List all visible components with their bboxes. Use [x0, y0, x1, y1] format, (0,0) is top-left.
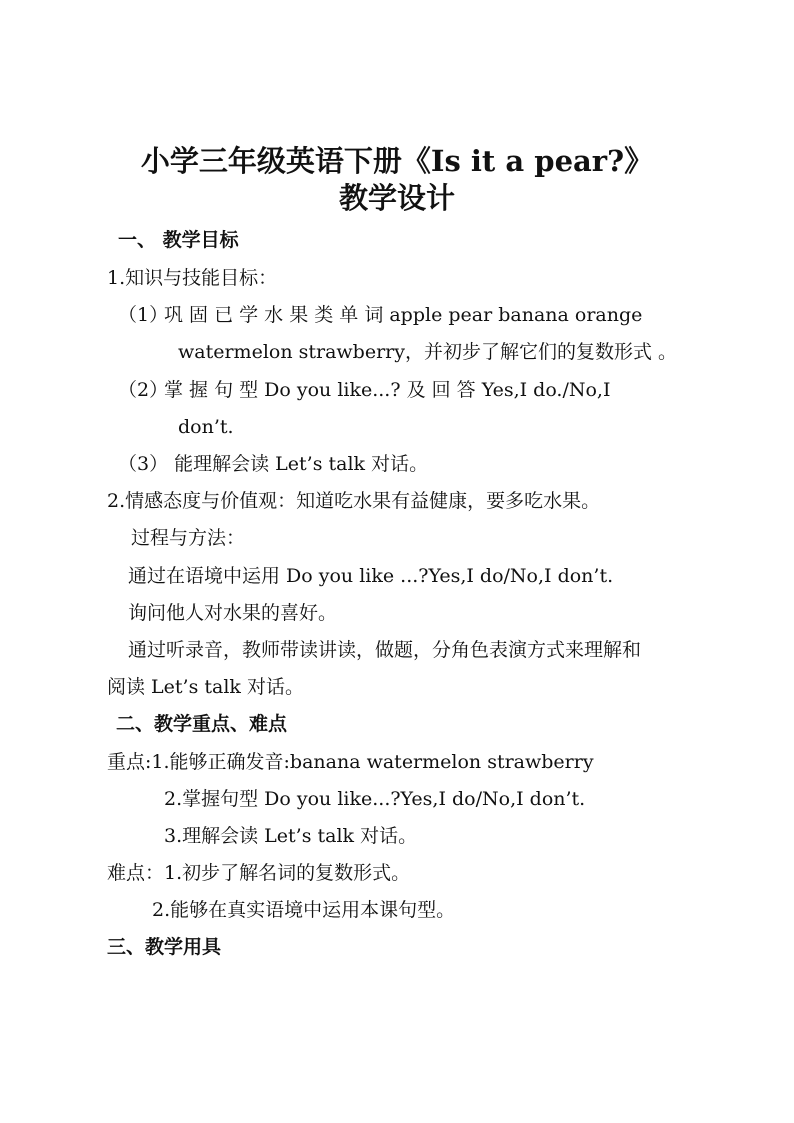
key-point-2: 2.掌握句型 Do you like...?Yes,I do/No,I don’t.: [164, 788, 586, 810]
process-method-heading: 过程与方法：: [131, 527, 246, 549]
goal-sub2-label: （2）: [118, 379, 169, 401]
document-title-line-1: 小学三年级英语下册《Is it a pear?》: [140, 144, 654, 178]
goal-knowledge-skills: 1.知识与技能目标：: [107, 267, 278, 289]
goal-sub2-line1: 掌 握 句 型 Do you like...? 及 回 答 Yes,I do./No,I: [164, 379, 611, 401]
process-paragraph-2-line-1: 通过听录音，教师带读讲读，做题，分角色表演方式来理解和: [128, 639, 642, 661]
key-point-1: 重点:1.能够正确发音:banana watermelon strawberry: [107, 751, 594, 773]
goal-sub2-line2: don’t.: [178, 416, 234, 438]
section-heading-teaching-goals: 一、 教学目标: [118, 229, 239, 251]
goal-sub1-line1: 巩 固 已 学 水 果 类 单 词 apple pear banana orange: [164, 304, 643, 326]
section-heading-key-difficult-points: 二、教学重点、难点: [116, 713, 288, 735]
document-title-line-2: 教学设计: [338, 181, 455, 215]
difficult-point-2: 2.能够在真实语境中运用本课句型。: [152, 899, 456, 921]
goal-emotion-values: 2.情感态度与价值观：知道吃水果有益健康，要多吃水果。: [107, 490, 601, 512]
process-paragraph-2-line-2: 阅读 Let’s talk 对话。: [107, 676, 304, 698]
difficult-point-1: 难点：1.初步了解名词的复数形式。: [107, 862, 411, 884]
goal-sub3: （3） 能理解会读 Let’s talk 对话。: [118, 453, 429, 475]
process-paragraph-1-line-2: 询问他人对水果的喜好。: [128, 602, 338, 624]
process-paragraph-1-line-1: 通过在语境中运用 Do you like ...?Yes,I do/No,I don’t.: [128, 565, 614, 587]
section-heading-teaching-tools: 三、教学用具: [107, 936, 222, 958]
key-point-3: 3.理解会读 Let’s talk 对话。: [164, 825, 418, 847]
goal-sub1-line2: watermelon strawberry，并初步了解它们的复数形式 。: [178, 341, 678, 363]
goal-sub1-label: （1）: [118, 304, 169, 326]
